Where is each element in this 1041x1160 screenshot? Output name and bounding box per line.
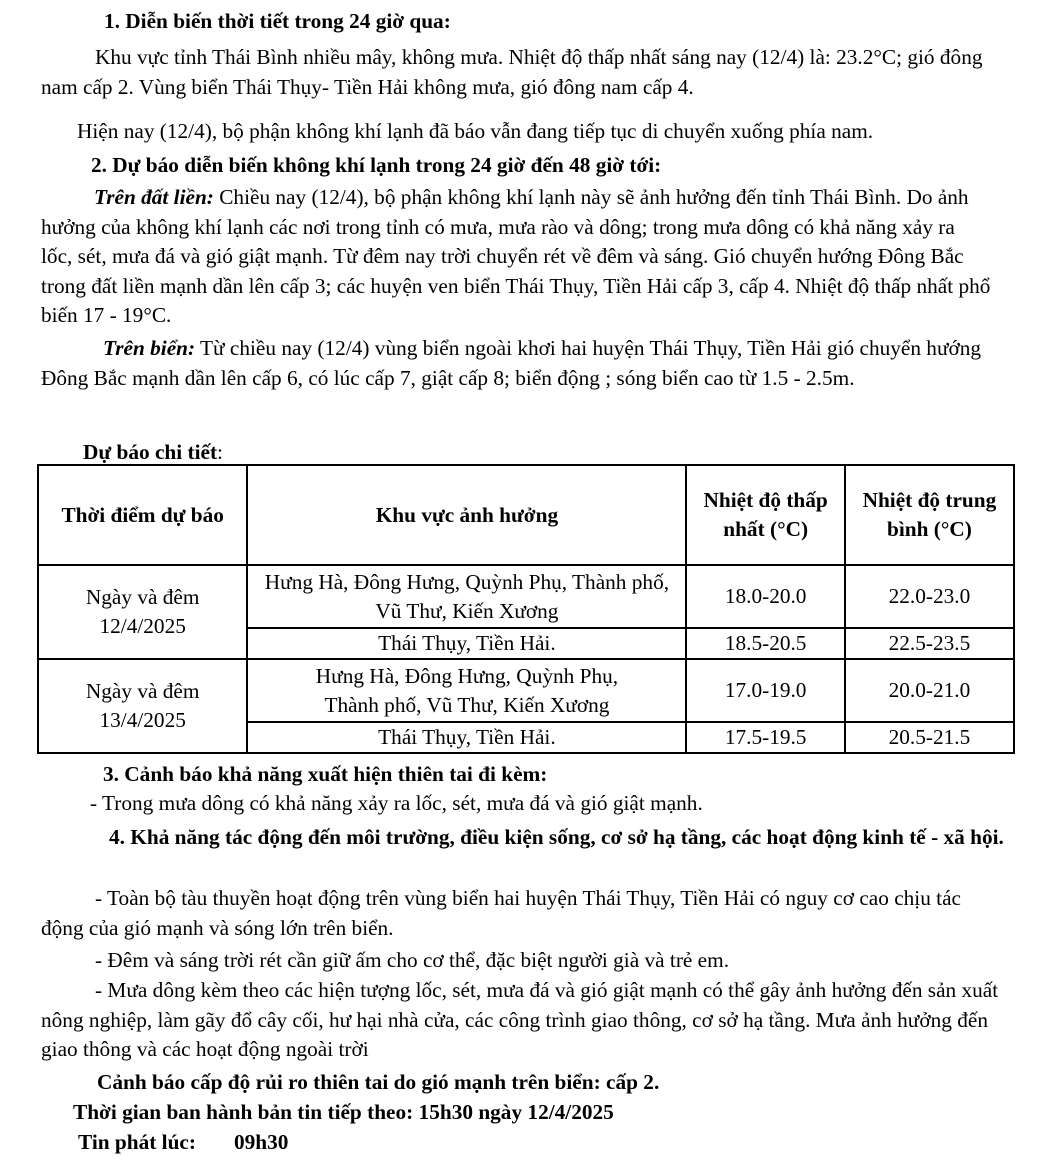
sea-label: Trên biển: <box>103 336 196 360</box>
table-header-row <box>38 465 1014 565</box>
table-row <box>38 659 1014 722</box>
avg-temp-cell: 22.5-23.5 <box>845 628 1014 659</box>
section-1-observation: Khu vực tỉnh Thái Bình nhiều mây, không mưa. Nhiệt độ thấp nhất sáng nay (12/4) là: 23.2°C; gió đông nam cấp 2. Vùng biển Thái Thụy- Tiền Hải không mưa, gió đông nam cấp 4. <box>41 45 983 99</box>
header-area: Khu vực ảnh hưởng <box>247 465 686 565</box>
section-3-item: - Trong mưa dông có khả năng xảy ra lốc, sét, mưa đá và gió giật mạnh. <box>90 791 703 815</box>
detail-title-text: Dự báo chi tiết <box>83 440 218 464</box>
section-2-heading: 2. Dự báo diễn biến không khí lạnh trong 24 giờ đến 48 giờ tới: <box>91 153 662 177</box>
area-cell: Hưng Hà, Đông Hưng, Quỳnh Phụ, Thành phố, Vũ Thư, Kiến Xương <box>247 659 686 722</box>
avg-temp-cell: 20.0-21.0 <box>845 659 1014 722</box>
section-1-cold-air-status: Hiện nay (12/4), bộ phận không khí lạnh đã báo vẫn đang tiếp tục di chuyển xuống phía nam. <box>77 119 874 143</box>
area-cell: Thái Thụy, Tiền Hải. <box>247 628 686 659</box>
section-2-land-forecast <box>41 183 991 331</box>
period-cell: Ngày và đêm 12/4/2025 <box>38 565 247 659</box>
detail-title-colon: : <box>217 440 223 464</box>
period-cell: Ngày và đêm 13/4/2025 <box>38 659 247 753</box>
avg-temp-cell: 20.5-21.5 <box>845 722 1014 753</box>
issued-label: Tin phát lúc: <box>78 1130 196 1154</box>
risk-level-warning: Cảnh báo cấp độ rủi ro thiên tai do gió mạnh trên biển: cấp 2. <box>97 1070 660 1094</box>
land-label: Trên đất liền: <box>94 185 214 209</box>
header-avg-temp: Nhiệt độ trung bình (°C) <box>845 465 1014 565</box>
min-temp-cell: 18.0-20.0 <box>686 565 844 628</box>
section-4-item: - Toàn bộ tàu thuyền hoạt động trên vùng biển hai huyện Thái Thụy, Tiền Hải có nguy cơ cao chịu tác động của gió mạnh và sóng lớn trên biển. <box>41 886 962 940</box>
header-period: Thời điểm dự báo <box>38 465 247 565</box>
header-min-temp: Nhiệt độ thấp nhất (°C) <box>686 465 844 565</box>
min-temp-cell: 18.5-20.5 <box>686 628 844 659</box>
section-3-heading: 3. Cảnh báo khả năng xuất hiện thiên tai đi kèm: <box>103 762 548 786</box>
section-4-item: - Mưa dông kèm theo các hiện tượng lốc, sét, mưa đá và gió giật mạnh có thể gây ảnh hưởng đến sản xuất nông nghiệp, làm gãy đổ cây cối, hư hại nhà cửa, các công trình giao thông, cơ sở hạ tầng. Mưa ảnh hưởng đến giao thông và các hoạt động ngoài trời <box>41 978 999 1061</box>
section-4-item: - Đêm và sáng trời rét cần giữ ấm cho cơ thể, đặc biệt người già và trẻ em. <box>95 948 730 972</box>
detail-forecast-table <box>37 464 1015 754</box>
next-bulletin-time: Thời gian ban hành bản tin tiếp theo: 15h30 ngày 12/4/2025 <box>73 1100 614 1124</box>
sea-text: Từ chiều nay (12/4) vùng biển ngoài khơi hai huyện Thái Thụy, Tiền Hải gió chuyển hướng Đông Bắc mạnh dần lên cấp 6, có lúc cấp 7, giật cấp 8; biển động ; sóng biển cao từ 1.5 - 2.5m. <box>41 336 982 390</box>
min-temp-cell: 17.5-19.5 <box>686 722 844 753</box>
section-1-heading: 1. Diễn biến thời tiết trong 24 giờ qua: <box>104 9 451 33</box>
issued-value: 09h30 <box>233 1130 289 1154</box>
issued-time <box>78 1128 288 1158</box>
area-cell: Thái Thụy, Tiền Hải. <box>247 722 686 753</box>
section-4-heading: 4. Khả năng tác động đến môi trường, điều kiện sống, cơ sở hạ tầng, các hoạt động kinh tế - xã hội. <box>109 825 1004 849</box>
area-cell: Hưng Hà, Đông Hưng, Quỳnh Phụ, Thành phố, Vũ Thư, Kiến Xương <box>247 565 686 628</box>
avg-temp-cell: 22.0-23.0 <box>845 565 1014 628</box>
section-2-sea-forecast <box>41 334 991 393</box>
land-text: Chiều nay (12/4), bộ phận không khí lạnh này sẽ ảnh hưởng đến tỉnh Thái Bình. Do ảnh hưởng của không khí lạnh các nơi trong tỉnh có mưa, mưa rào và dông; trong mưa dông có khả năng xảy ra lốc, sét, mưa đá và gió giật mạnh. Từ đêm nay trời chuyển rét về đêm và sáng. Gió chuyển hướng Đông Bắc trong đất liền mạnh dần lên cấp 3; các huyện ven biển Thái Thụy, Tiền Hải cấp 3, cấp 4. Nhiệt độ thấp nhất phổ biến 17 - 19°C. <box>41 185 991 327</box>
min-temp-cell: 17.0-19.0 <box>686 659 844 722</box>
table-row <box>38 565 1014 628</box>
